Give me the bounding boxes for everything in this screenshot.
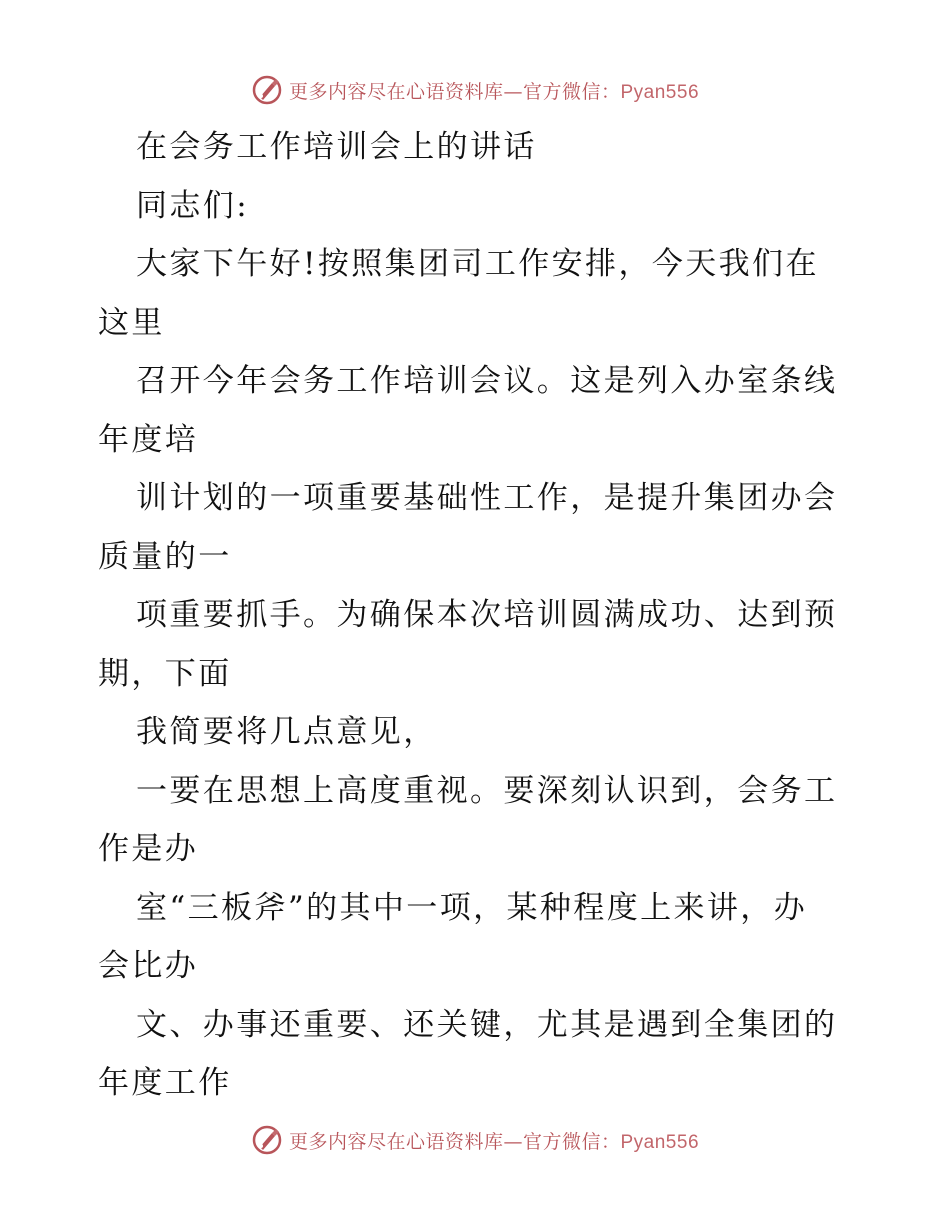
- text-line: 一要在思想上高度重视。要深刻认识到，会务工: [136, 772, 838, 809]
- pen-logo-icon: [251, 74, 283, 106]
- pen-logo-icon: [251, 1124, 283, 1156]
- text-line: 期，下面: [98, 655, 232, 692]
- text-line: 作是办: [98, 831, 199, 867]
- text-line: 室“三板斧”的其中一项，某种程度上来讲，办: [136, 889, 808, 926]
- text-line: 训计划的一项重要基础性工作，是提升集团办会: [136, 480, 838, 516]
- watermark-text: [289, 77, 699, 104]
- text-line: 大家下午好!按照集团司工作安排，今天我们在: [136, 246, 819, 282]
- watermark-label: 更多内容尽在心语资料库—官方微信：: [288, 80, 621, 103]
- text-line: 项重要抓手。为确保本次培训圆满成功、达到预: [136, 597, 838, 633]
- watermark-text: [289, 1127, 699, 1154]
- watermark-id: Pyan556: [620, 1131, 700, 1153]
- text-line: 会比办: [98, 948, 199, 984]
- text-line: 同志们:: [136, 187, 250, 224]
- watermark-label: 更多内容尽在心语资料库—官方微信：: [288, 1130, 621, 1153]
- text-line: 年度工作: [98, 1065, 232, 1101]
- text-line: 这里: [98, 304, 165, 341]
- text-line: 我简要将几点意见，: [136, 714, 437, 750]
- header-watermark: [0, 70, 950, 110]
- document-body: [98, 118, 858, 1113]
- text-line: 在会务工作培训会上的讲话: [136, 129, 537, 165]
- text-line: 质量的一: [98, 538, 232, 575]
- footer-watermark: [0, 1120, 950, 1160]
- watermark-id: Pyan556: [620, 81, 700, 103]
- text-line: 年度培: [98, 421, 199, 458]
- text-line: 召开今年会务工作培训会议。这是列入办室条线: [136, 363, 838, 399]
- text-line: 文、办事还重要、还关键，尤其是遇到全集团的: [136, 1006, 838, 1043]
